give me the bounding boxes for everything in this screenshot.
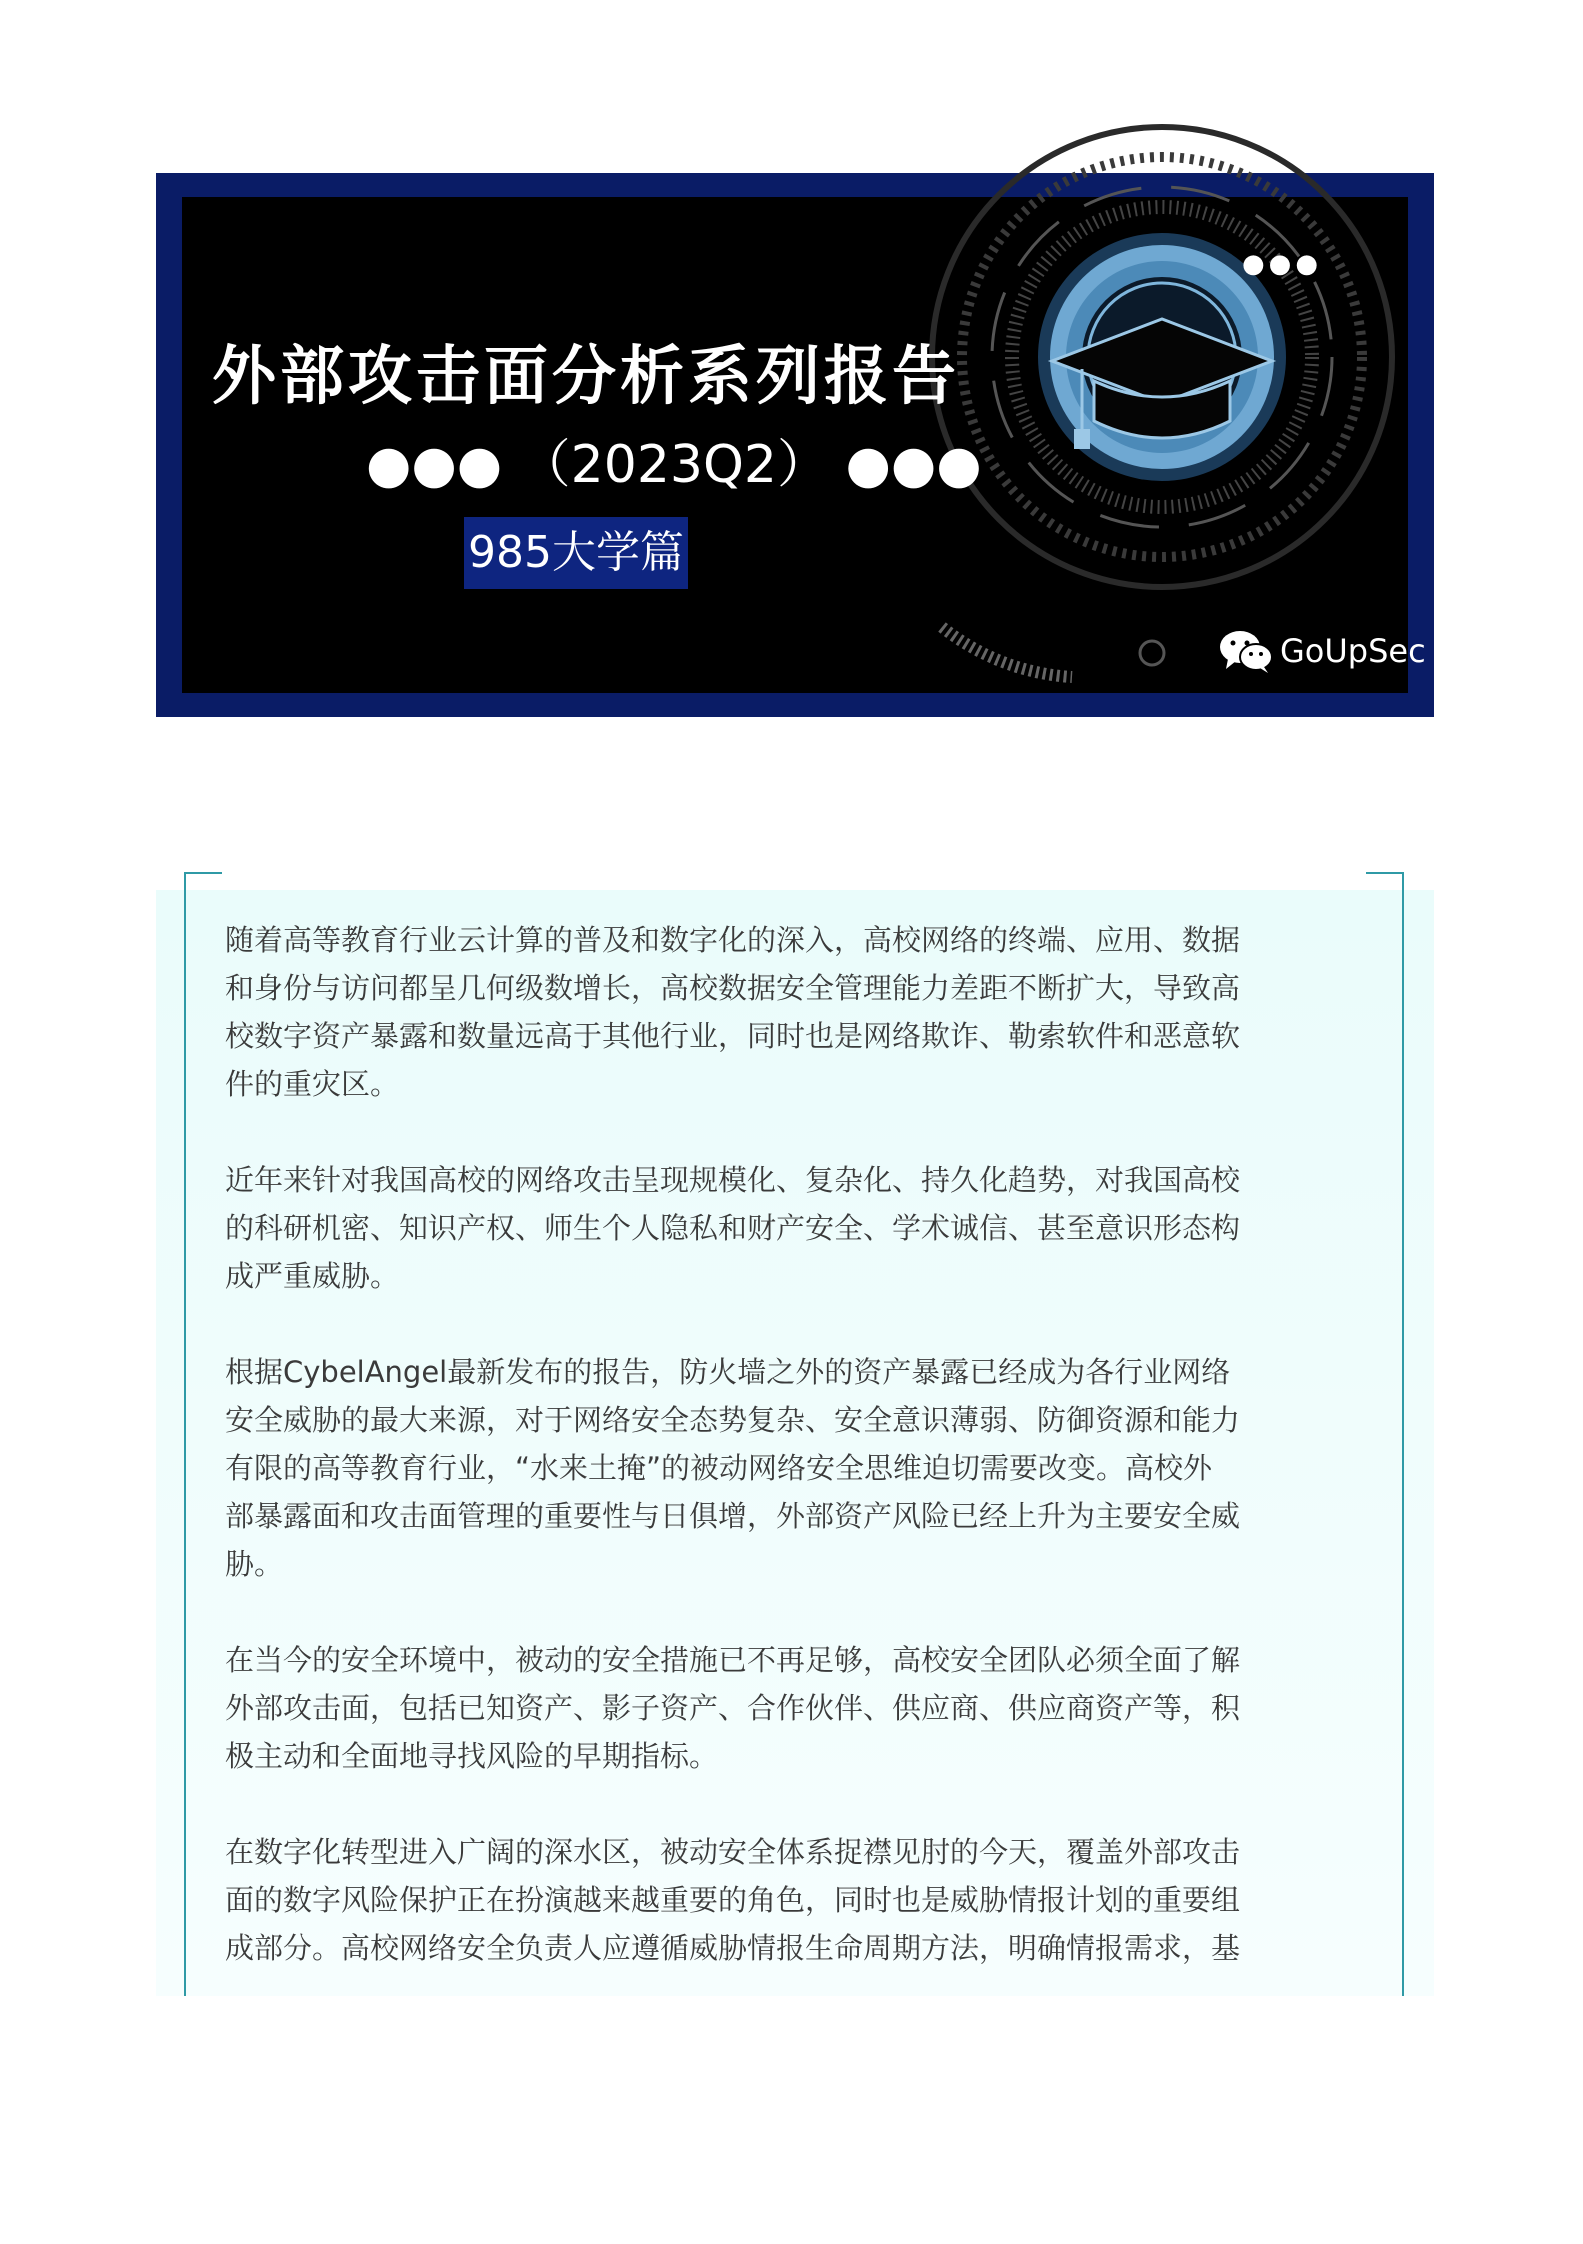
frame-border-right — [1402, 872, 1404, 1996]
text-line: 有限的高等教育行业，“水来土掩”的被动网络安全思维迫切需要改变。高校外 — [225, 1451, 1213, 1485]
text-line: 安全威胁的最大来源，对于网络安全态势复杂、安全意识薄弱、防御资源和能力 — [225, 1403, 1241, 1437]
text-line: 胁。 — [225, 1547, 284, 1581]
frame-corner — [184, 872, 222, 874]
paragraph — [225, 1156, 1365, 1300]
paragraph — [225, 1828, 1365, 1972]
text-line: 件的重灾区。 — [225, 1067, 400, 1101]
paragraph — [225, 916, 1365, 1108]
text-line: 在当今的安全环境中，被动的安全措施已不再足够，高校安全团队必须全面了解 — [225, 1643, 1241, 1677]
paragraph — [225, 1348, 1365, 1588]
banner-inner — [182, 197, 1426, 693]
text-line: 极主动和全面地寻找风险的早期指标。 — [225, 1739, 719, 1773]
text-line: 成部分。高校网络安全负责人应遵循威胁情报生命周期方法，明确情报需求，基 — [225, 1931, 1241, 1965]
frame-border-left — [184, 872, 186, 1996]
text-line: 和身份与访问都呈几何级数增长，高校数据安全管理能力差距不断扩大，导致高 — [225, 971, 1241, 1005]
brand-name: GoUpSec — [1280, 632, 1426, 670]
text-line: 校数字资产暴露和数量远高于其他行业，同时也是网络欺诈、勒索软件和恶意软 — [225, 1019, 1241, 1053]
graduation-cap-graphic — [1012, 207, 1412, 693]
text-line: 的科研机密、知识产权、师生个人隐私和财产安全、学术诚信、甚至意识形态构 — [225, 1211, 1241, 1245]
intro-text-frame — [156, 890, 1434, 1996]
paragraph — [225, 1636, 1365, 1780]
report-period: ●●● （2023Q2） ●●● — [366, 435, 982, 495]
text-line: 成严重威胁。 — [225, 1259, 400, 1293]
decorative-dots: ●●● — [1242, 249, 1323, 279]
text-line: 在数字化转型进入广阔的深水区，被动安全体系捉襟见肘的今天，覆盖外部攻击 — [225, 1835, 1241, 1869]
text-line: 近年来针对我国高校的网络攻击呈现规模化、复杂化、持久化趋势，对我国高校 — [225, 1163, 1241, 1197]
text-line: 部暴露面和攻击面管理的重要性与日俱增，外部资产风险已经上升为主要安全威 — [225, 1499, 1241, 1533]
text-line: 根据CybelAngel最新发布的报告，防火墙之外的资产暴露已经成为各行业网络 — [225, 1355, 1231, 1389]
report-banner — [156, 173, 1434, 717]
report-title: 外部攻击面分析系列报告 — [212, 340, 960, 414]
text-line: 随着高等教育行业云计算的普及和数字化的深入，高校网络的终端、应用、数据 — [225, 923, 1241, 957]
text-line: 外部攻击面，包括已知资产、影子资产、合作伙伴、供应商、供应商资产等，积 — [225, 1691, 1241, 1725]
text-line: 面的数字风险保护正在扮演越来越重要的角色，同时也是威胁情报计划的重要组 — [225, 1883, 1241, 1917]
article-body — [225, 916, 1365, 2020]
wechat-icon — [1218, 629, 1274, 673]
frame-corner — [1366, 872, 1404, 874]
report-category: 985大学篇 — [464, 517, 688, 589]
